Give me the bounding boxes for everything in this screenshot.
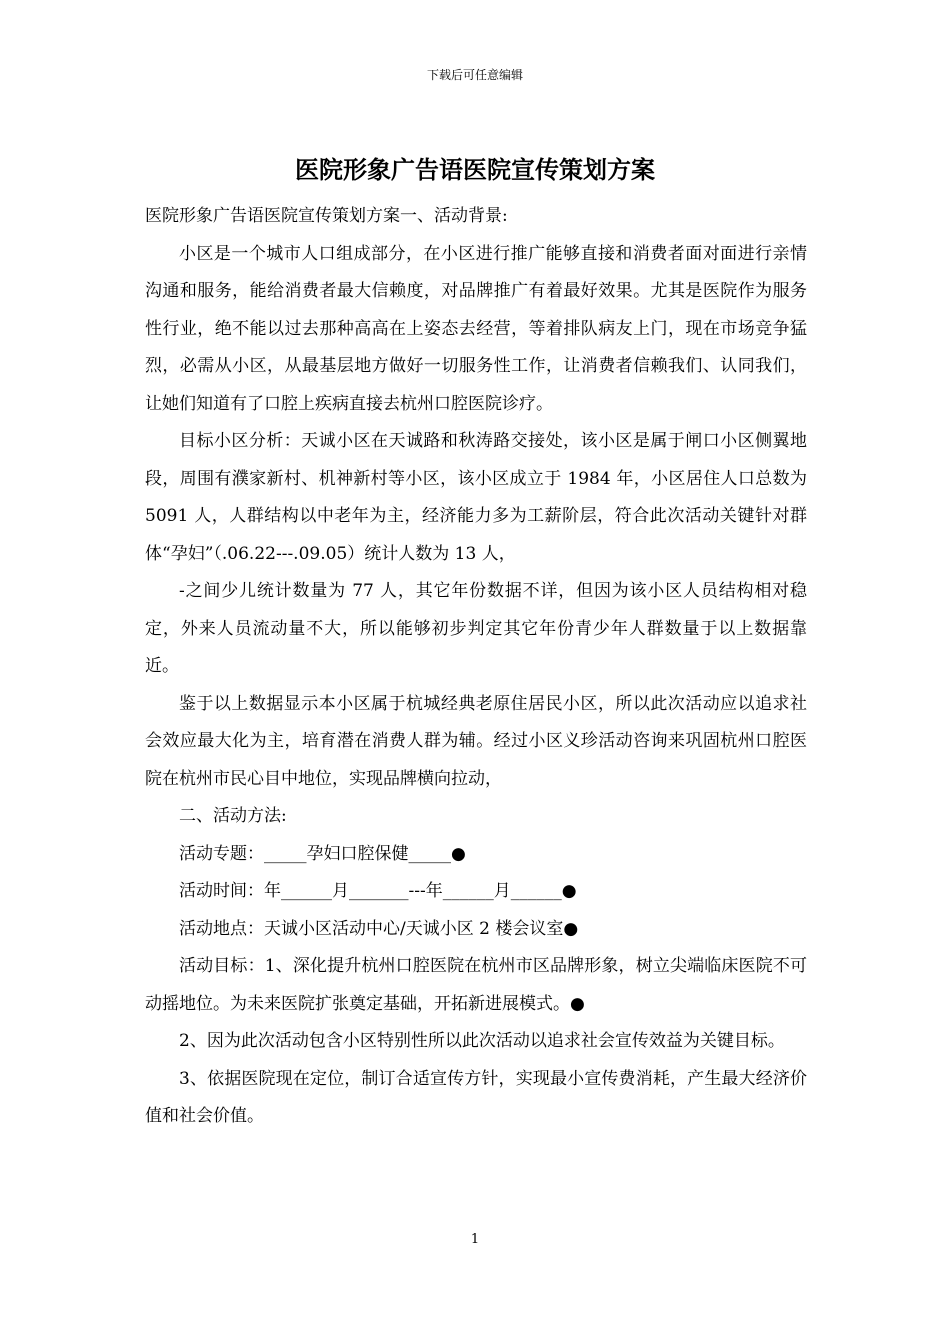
activity-topic: 活动专题：_____孕妇口腔保健_____● <box>179 843 466 864</box>
document-body <box>145 198 807 1136</box>
page-number: 1 <box>470 1232 480 1247</box>
paragraph-children-stats: -之间少儿统计数量为 77 人，其它年份数据不详，但因为该小区人员结构相对稳定，外来人员流动量不大，所以能够初步判定其它年份青少年人群数量于以上数据靠近。 <box>145 581 807 676</box>
paragraph-target-analysis: 目标小区分析：天诚小区在天诚路和秋涛路交接处，该小区是属于闸口小区侧翼地段，周围有濮家新村、机神新村等小区，该小区成立于 1984 年，小区居住人口总数为 5091 人，人群结构以中老年为主，经济能力多为工薪阶层，符合此次活动关键针对群体“孕妇”（.06.22---.09.05）统计人数为 13 人， <box>145 431 807 564</box>
section-heading-methods: 二、活动方法: <box>179 806 287 826</box>
activity-time: 活动时间：年______月_______---年______月______● <box>179 881 577 901</box>
page-header: 下载后可任意编辑 <box>426 68 523 82</box>
activity-location: 活动地点：天诚小区活动中心/天诚小区 2 楼会议室● <box>179 918 579 939</box>
activity-goal-3: 3、依据医院现在定位，制订合适宣传方针，实现最小宣传费消耗，产生最大经济价值和社会价值。 <box>145 1068 807 1126</box>
activity-goal-2: 2、因为此次活动包含小区特别性所以此次活动以追求社会宣传效益为关键目标。 <box>179 1031 785 1051</box>
paragraph-conclusion: 鉴于以上数据显示本小区属于杭城经典老原住居民小区，所以此次活动应以追求社会效应最大化为主，培育潜在消费人群为辅。经过小区义珍活动咨询来巩固杭州口腔医院在杭州市民心目中地位，实现品牌横向拉动， <box>145 693 807 789</box>
activity-goal-1: 活动目标：1、深化提升杭州口腔医院在杭州市区品牌形象，树立尖端临床医院不可动摇地位。为未来医院扩张奠定基础，开拓新进展模式。● <box>145 956 807 1014</box>
document-title: 医院形象广告语医院宣传策划方案 <box>295 155 655 184</box>
intro-line: 医院形象广告语医院宣传策划方案一、活动背景: <box>145 206 508 226</box>
paragraph-background: 小区是一个城市人口组成部分，在小区进行推广能够直接和消费者面对面进行亲情沟通和服务，能给消费者最大信赖度，对品牌推广有着最好效果。尤其是医院作为服务性行业，绝不能以过去那种高高在上姿态去经营，等着排队病友上门，现在市场竞争猛烈，必需从小区，从最基层地方做好一切服务性工作，让消费者信赖我们、认同我们，让她们知道有了口腔上疾病直接去杭州口腔医院诊疗。 <box>145 243 807 414</box>
